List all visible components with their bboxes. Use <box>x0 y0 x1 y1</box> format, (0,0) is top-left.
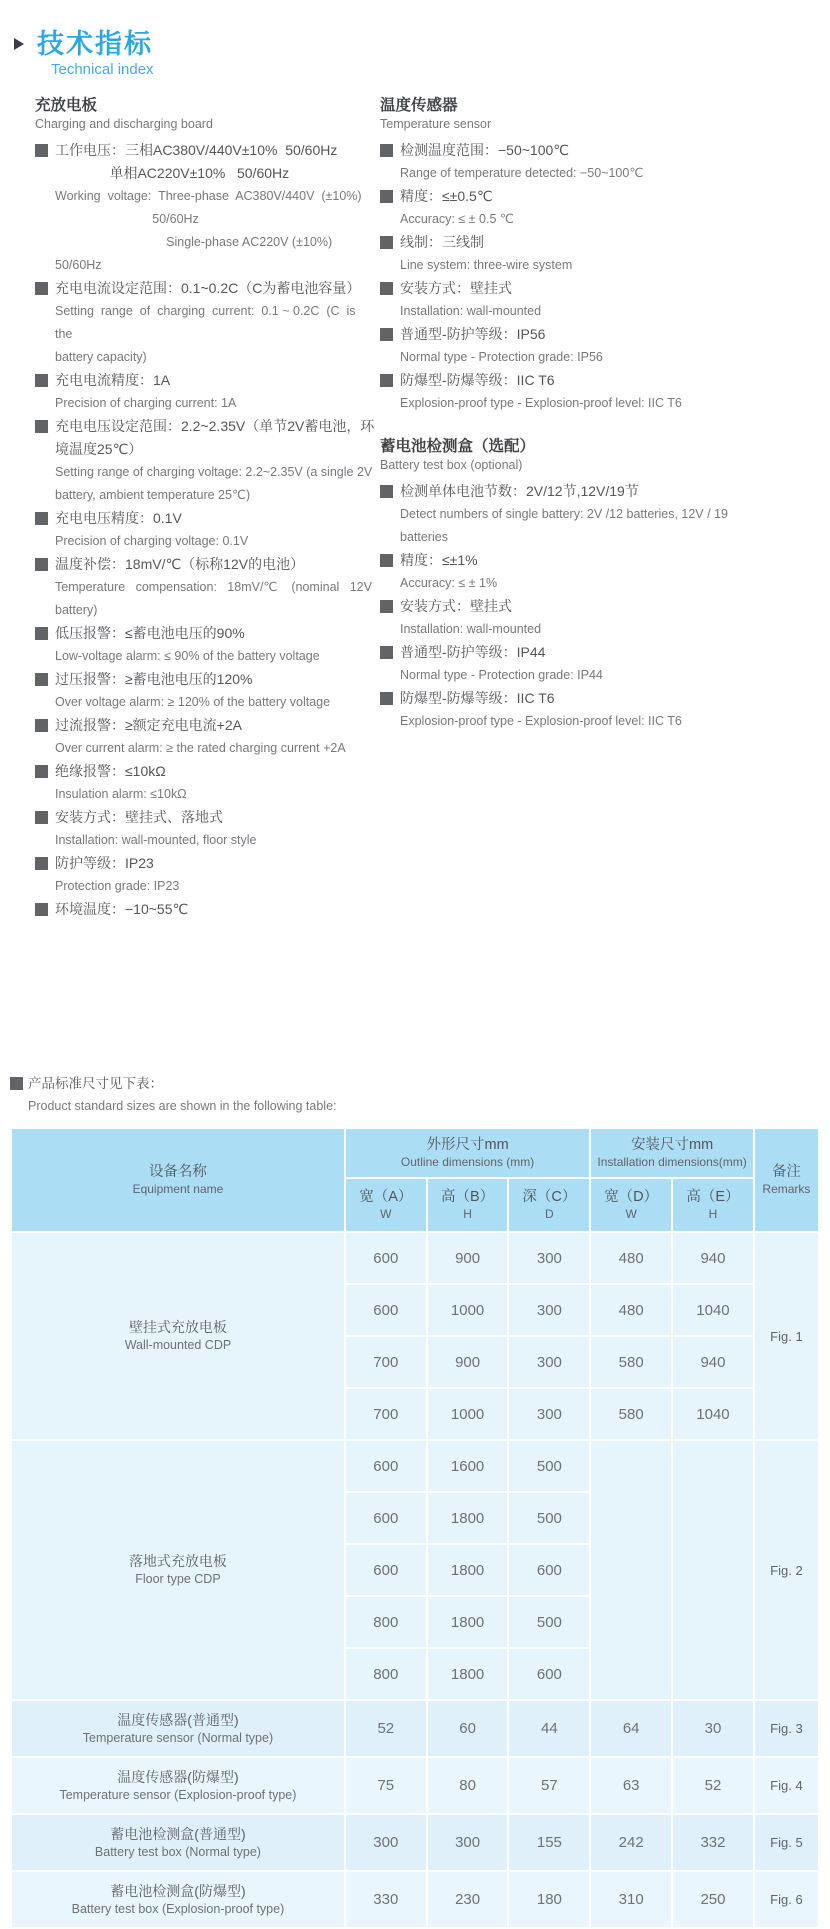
spec-item <box>380 139 818 185</box>
equipment-name-cell <box>12 1758 344 1813</box>
dimension-cell: 500 <box>509 1597 589 1647</box>
bullet-square-icon <box>35 627 48 640</box>
spec-text-en: battery) <box>55 603 98 617</box>
equipment-name-zh: 蓄电池检测盒(普通型) <box>110 1825 246 1842</box>
dimension-cell: 60 <box>428 1701 508 1756</box>
spec-column-right <box>376 96 818 921</box>
equipment-name-en: Battery test box (Normal type) <box>94 1844 261 1859</box>
spec-text-en: Setting range of charging current: 0.1 ~ 0.2C (C is the <box>55 304 363 341</box>
spec-text-en: Over current alarm: ≥ the rated charging current +2A <box>55 741 346 755</box>
column-header-en: Remarks <box>762 1182 811 1196</box>
bullet-square-icon <box>35 282 48 295</box>
spec-text-zh: 普通型-防护等级：IP44 <box>400 644 546 660</box>
spec-item <box>35 553 376 622</box>
bullet-square-icon <box>380 282 393 295</box>
dimension-cell: 940 <box>673 1337 753 1387</box>
bullet-square-icon <box>380 554 393 567</box>
dimension-cell: 63 <box>591 1758 671 1813</box>
spec-text-en: Normal type - Protection grade: IP44 <box>400 668 603 682</box>
spec-section-title: 温度传感器 <box>380 97 458 114</box>
spec-text-zh: 充电电流设定范围：0.1~0.2C（C为蓄电池容量） <box>55 280 361 296</box>
spec-text-zh: 检测单体电池节数：2V/12节,12V/19节 <box>400 483 639 499</box>
dimension-cell: 600 <box>346 1233 426 1283</box>
bullet-square-icon <box>35 903 48 916</box>
dimension-cell: 180 <box>509 1872 589 1927</box>
equipment-name-cell <box>12 1701 344 1756</box>
spec-item <box>35 622 376 668</box>
spec-text-zh: 普通型-防护等级：IP56 <box>400 326 546 342</box>
dimension-cell: 30 <box>673 1701 753 1756</box>
dimension-cell: 230 <box>428 1872 508 1927</box>
spec-text-en: Range of temperature detected: −50~100℃ <box>400 166 644 180</box>
equipment-name-cell <box>12 1815 344 1870</box>
dimension-cell: 1800 <box>428 1545 508 1595</box>
dimension-cell: 600 <box>346 1493 426 1543</box>
dimension-cell: 800 <box>346 1649 426 1699</box>
spec-text-zh: 安装方式：壁挂式 <box>400 280 512 296</box>
spec-text-en: Temperature compensation: 18mV/℃ (nominal 12V <box>55 580 372 594</box>
spec-item <box>35 898 376 921</box>
dimension-cell: 480 <box>591 1285 671 1335</box>
spec-text-en: Detect numbers of single battery: 2V /12 batteries, 12V / 19 <box>400 507 728 521</box>
column-header-en: Outline dimensions (mm) <box>400 1155 535 1169</box>
dimension-cell: 52 <box>673 1758 753 1813</box>
size-table <box>10 1127 820 1929</box>
dimension-cell-empty <box>673 1441 753 1699</box>
column-header-zh: 安装尺寸mm <box>630 1137 714 1153</box>
bullet-square-icon <box>380 236 393 249</box>
dimension-cell: 300 <box>428 1815 508 1870</box>
spec-section-subtitle: Charging and discharging board <box>35 117 213 131</box>
spec-text-en: 50/60Hz <box>55 212 199 226</box>
equipment-name-en: Floor type CDP <box>135 1572 221 1586</box>
table-row <box>12 1441 818 1491</box>
dimension-cell: 900 <box>428 1337 508 1387</box>
spec-text-en: Low-voltage alarm: ≤ 90% of the battery voltage <box>55 649 320 663</box>
bullet-square-icon <box>380 144 393 157</box>
spec-item <box>380 480 818 549</box>
equipment-name-cell <box>12 1233 344 1439</box>
column-header-zh: 设备名称 <box>148 1164 207 1180</box>
dimension-cell-empty <box>591 1441 671 1699</box>
spec-text-zh: 防护等级：IP23 <box>55 855 154 871</box>
column-header-en: W <box>380 1207 392 1221</box>
dimension-cell: 64 <box>591 1701 671 1756</box>
spec-item <box>380 185 818 231</box>
spec-item <box>35 507 376 553</box>
dimension-cell: 600 <box>509 1649 589 1699</box>
column-header-zh: 高（E） <box>686 1189 740 1205</box>
section-arrow-icon <box>14 38 24 50</box>
spec-item <box>35 852 376 898</box>
spec-text-en: Insulation alarm: ≤10kΩ <box>55 787 187 801</box>
column-header <box>591 1129 753 1177</box>
column-header-zh: 宽（D） <box>604 1189 659 1205</box>
spec-section <box>380 96 818 415</box>
size-table-head <box>12 1129 818 1231</box>
column-header <box>755 1129 818 1231</box>
spec-text-zh: 境温度25℃） <box>55 441 143 457</box>
remark-cell: Fig. 1 <box>755 1233 818 1439</box>
dimension-cell: 600 <box>509 1545 589 1595</box>
spec-text-en: Line system: three-wire system <box>400 258 573 272</box>
bullet-square-icon <box>35 374 48 387</box>
page-title: 技术指标 <box>37 29 153 59</box>
column-header <box>346 1129 589 1177</box>
equipment-name-cell <box>12 1872 344 1927</box>
dimension-cell: 300 <box>509 1285 589 1335</box>
spec-item <box>35 668 376 714</box>
spec-text-zh: 充电电流精度：1A <box>55 372 171 388</box>
remark-cell: Fig. 2 <box>755 1441 818 1699</box>
spec-item <box>35 139 376 277</box>
equipment-name-en: Battery test box (Explosion-proof type) <box>71 1901 285 1916</box>
spec-text-en: Single-phase AC220V (±10%) 50/60Hz <box>55 235 336 272</box>
dimension-cell: 600 <box>346 1441 426 1491</box>
dimension-cell: 1800 <box>428 1597 508 1647</box>
spec-text-zh: 安装方式：壁挂式、落地式 <box>55 809 223 825</box>
table-row <box>12 1815 818 1870</box>
spec-text-en: Protection grade: IP23 <box>55 879 180 893</box>
table-row <box>12 1701 818 1756</box>
column-header-zh: 外形尺寸mm <box>426 1137 509 1153</box>
spec-item <box>380 231 818 277</box>
spec-text-en: Setting range of charging voltage: 2.2~2.35V (a single 2V <box>55 465 373 479</box>
column-header <box>673 1179 753 1231</box>
column-header <box>509 1179 589 1231</box>
spec-item <box>380 323 818 369</box>
equipment-name-cell <box>12 1441 344 1699</box>
bullet-square-icon <box>35 144 48 157</box>
spec-text-zh: 工作电压：三相AC380V/440V±10% 50/60Hz <box>55 142 338 158</box>
spec-text-en: Precision of charging voltage: 0.1V <box>55 534 249 548</box>
spec-text-zh: 过压报警：≥蓄电池电压的120% <box>55 671 253 687</box>
bullet-square-icon <box>380 646 393 659</box>
spec-section <box>380 437 818 733</box>
dimension-cell: 900 <box>428 1233 508 1283</box>
equipment-name-en: Temperature sensor (Normal type) <box>82 1730 274 1745</box>
table-intro <box>0 1073 830 1117</box>
spec-text-zh: 充电电压精度：0.1V <box>55 510 182 526</box>
dimension-cell: 300 <box>509 1389 589 1439</box>
spec-section-subtitle: Battery test box (optional) <box>380 458 523 472</box>
spec-text-zh: 充电电压设定范围：2.2~2.35V（单节2V蓄电池，环 <box>55 418 375 434</box>
dimension-cell: 500 <box>509 1441 589 1491</box>
column-header-en: D <box>545 1207 554 1221</box>
bullet-square-icon <box>380 374 393 387</box>
equipment-name-en: Temperature sensor (Explosion-proof type) <box>59 1787 297 1802</box>
spec-item <box>380 595 818 641</box>
spec-text-en: Working voltage: Three-phase AC380V/440V (±10%) <box>55 189 362 203</box>
table-row <box>12 1233 818 1283</box>
spec-item <box>380 549 818 595</box>
dimension-cell: 600 <box>346 1285 426 1335</box>
dimension-cell: 300 <box>509 1337 589 1387</box>
table-header-row <box>12 1129 818 1177</box>
column-header <box>591 1179 671 1231</box>
remark-cell: Fig. 3 <box>755 1701 818 1756</box>
column-header-en: Equipment name <box>132 1182 224 1196</box>
spec-text-zh: 温度补偿：18mV/℃（标称12V的电池） <box>55 556 305 572</box>
dimension-cell: 332 <box>673 1815 753 1870</box>
equipment-name-zh: 温度传感器(防爆型) <box>117 1768 239 1785</box>
dimension-cell: 700 <box>346 1337 426 1387</box>
spec-text-zh: 精度：≤±1% <box>400 552 478 568</box>
column-header-en: H <box>708 1207 718 1221</box>
spec-text-en: Accuracy: ≤ ± 0.5 ℃ <box>400 212 514 226</box>
dimension-cell: 44 <box>509 1701 589 1756</box>
dimension-cell: 580 <box>591 1389 671 1439</box>
spec-column-left <box>35 96 376 921</box>
bullet-square-icon <box>380 692 393 705</box>
spec-item <box>35 714 376 760</box>
spec-item <box>35 415 376 507</box>
spec-text-en: Explosion-proof type - Explosion-proof level: IIC T6 <box>400 714 682 728</box>
column-header-zh: 宽（A） <box>359 1189 413 1205</box>
table-intro-en: Product standard sizes are shown in the following table: <box>28 1099 337 1113</box>
dimension-cell: 310 <box>591 1872 671 1927</box>
dimension-cell: 300 <box>346 1815 426 1870</box>
bullet-square-icon <box>380 190 393 203</box>
dimension-cell: 580 <box>591 1337 671 1387</box>
spec-item <box>380 369 818 415</box>
spec-item <box>35 369 376 415</box>
dimension-cell: 250 <box>673 1872 753 1927</box>
column-header <box>12 1129 344 1231</box>
spec-item <box>380 687 818 733</box>
spec-text-en: Normal type - Protection grade: IP56 <box>400 350 603 364</box>
dimension-cell: 1800 <box>428 1493 508 1543</box>
dimension-cell: 80 <box>428 1758 508 1813</box>
table-intro-zh <box>10 1073 830 1095</box>
bullet-square-icon <box>35 420 48 433</box>
dimension-cell: 1000 <box>428 1389 508 1439</box>
spec-item <box>35 806 376 852</box>
dimension-cell: 700 <box>346 1389 426 1439</box>
dimension-cell: 330 <box>346 1872 426 1927</box>
spec-text-en: Installation: wall-mounted <box>400 304 542 318</box>
remark-cell: Fig. 6 <box>755 1872 818 1927</box>
dimension-cell: 1000 <box>428 1285 508 1335</box>
table-row <box>12 1872 818 1927</box>
spec-text-zh: 防爆型-防爆等级：IIC T6 <box>400 372 555 388</box>
spec-section-subtitle: Temperature sensor <box>380 117 492 131</box>
spec-item <box>35 760 376 806</box>
dimension-cell: 300 <box>509 1233 589 1283</box>
page-header <box>0 28 830 80</box>
dimension-cell: 242 <box>591 1815 671 1870</box>
dimension-cell: 1800 <box>428 1649 508 1699</box>
column-header-en: Installation dimensions(mm) <box>597 1155 747 1169</box>
dimension-cell: 57 <box>509 1758 589 1813</box>
page-subtitle: Technical index <box>51 61 154 78</box>
spec-text-en: battery capacity) <box>55 350 147 364</box>
column-header-zh: 备注 <box>771 1164 801 1180</box>
equipment-name-en: Wall-mounted CDP <box>124 1338 232 1352</box>
bullet-square-icon <box>35 719 48 732</box>
spec-item <box>35 277 376 369</box>
bullet-square-icon <box>35 673 48 686</box>
spec-text-en: Precision of charging current: 1A <box>55 396 237 410</box>
spec-text-en: Accuracy: ≤ ± 1% <box>400 576 498 590</box>
bullet-square-icon <box>35 857 48 870</box>
spec-text-zh: 单相AC220V±10% 50/60Hz <box>55 165 290 181</box>
table-intro-zh-text: 产品标准尺寸见下表： <box>28 1076 163 1091</box>
table-row <box>12 1758 818 1813</box>
spec-text-en: Installation: wall-mounted <box>400 622 542 636</box>
dimension-cell: 155 <box>509 1815 589 1870</box>
spec-text-en: Over voltage alarm: ≥ 120% of the battery voltage <box>55 695 331 709</box>
equipment-name-zh: 落地式充放电板 <box>128 1553 227 1569</box>
bullet-square-icon <box>380 600 393 613</box>
column-header <box>346 1179 426 1231</box>
dimension-cell: 1600 <box>428 1441 508 1491</box>
dimension-cell: 1040 <box>673 1285 753 1335</box>
spec-text-en: batteries <box>400 530 448 544</box>
spec-text-zh: 过流报警：≥额定充电电流+2A <box>55 717 242 733</box>
column-header-zh: 高（B） <box>441 1189 495 1205</box>
equipment-name-zh: 温度传感器(普通型) <box>117 1711 239 1728</box>
bullet-square-icon <box>10 1077 23 1090</box>
bullet-square-icon <box>35 811 48 824</box>
spec-item <box>380 641 818 687</box>
spec-section-title: 蓄电池检测盒（选配） <box>380 438 536 455</box>
dimension-cell: 52 <box>346 1701 426 1756</box>
spec-section <box>35 96 376 921</box>
spec-text-zh: 绝缘报警：≤10kΩ <box>55 763 166 779</box>
column-header-zh: 深（C） <box>522 1189 577 1205</box>
equipment-name-zh: 壁挂式充放电板 <box>128 1319 227 1335</box>
spec-text-zh: 低压报警：≤蓄电池电压的90% <box>55 625 245 641</box>
spec-section-title: 充放电板 <box>35 97 98 114</box>
dimension-cell: 75 <box>346 1758 426 1813</box>
dimension-cell: 940 <box>673 1233 753 1283</box>
spec-columns <box>0 96 830 921</box>
title-row <box>14 28 830 60</box>
bullet-square-icon <box>380 485 393 498</box>
bullet-square-icon <box>35 512 48 525</box>
spec-text-zh: 精度：≤±0.5℃ <box>400 188 493 204</box>
spec-text-zh: 环境温度：−10~55℃ <box>55 901 189 917</box>
spec-text-zh: 线制：三线制 <box>400 234 484 250</box>
spec-text-zh: 安装方式：壁挂式 <box>400 598 512 614</box>
remark-cell: Fig. 5 <box>755 1815 818 1870</box>
remark-cell: Fig. 4 <box>755 1758 818 1813</box>
bullet-square-icon <box>35 765 48 778</box>
dimension-cell: 1040 <box>673 1389 753 1439</box>
spec-text-en: Explosion-proof type - Explosion-proof level: IIC T6 <box>400 396 682 410</box>
spec-text-zh: 检测温度范围：−50~100℃ <box>400 142 570 158</box>
spec-item <box>380 277 818 323</box>
spec-text-en: Installation: wall-mounted, floor style <box>55 833 257 847</box>
spec-text-zh: 防爆型-防爆等级：IIC T6 <box>400 690 555 706</box>
size-table-body <box>12 1233 818 1927</box>
dimension-cell: 800 <box>346 1597 426 1647</box>
bullet-square-icon <box>380 328 393 341</box>
equipment-name-zh: 蓄电池检测盒(防爆型) <box>110 1882 246 1899</box>
dimension-cell: 500 <box>509 1493 589 1543</box>
column-header <box>428 1179 508 1231</box>
column-header-en: H <box>463 1207 472 1221</box>
spec-text-en: battery, ambient temperature 25℃) <box>55 488 251 502</box>
dimension-cell: 480 <box>591 1233 671 1283</box>
column-header-en: W <box>625 1207 637 1221</box>
dimension-cell: 600 <box>346 1545 426 1595</box>
bullet-square-icon <box>35 558 48 571</box>
